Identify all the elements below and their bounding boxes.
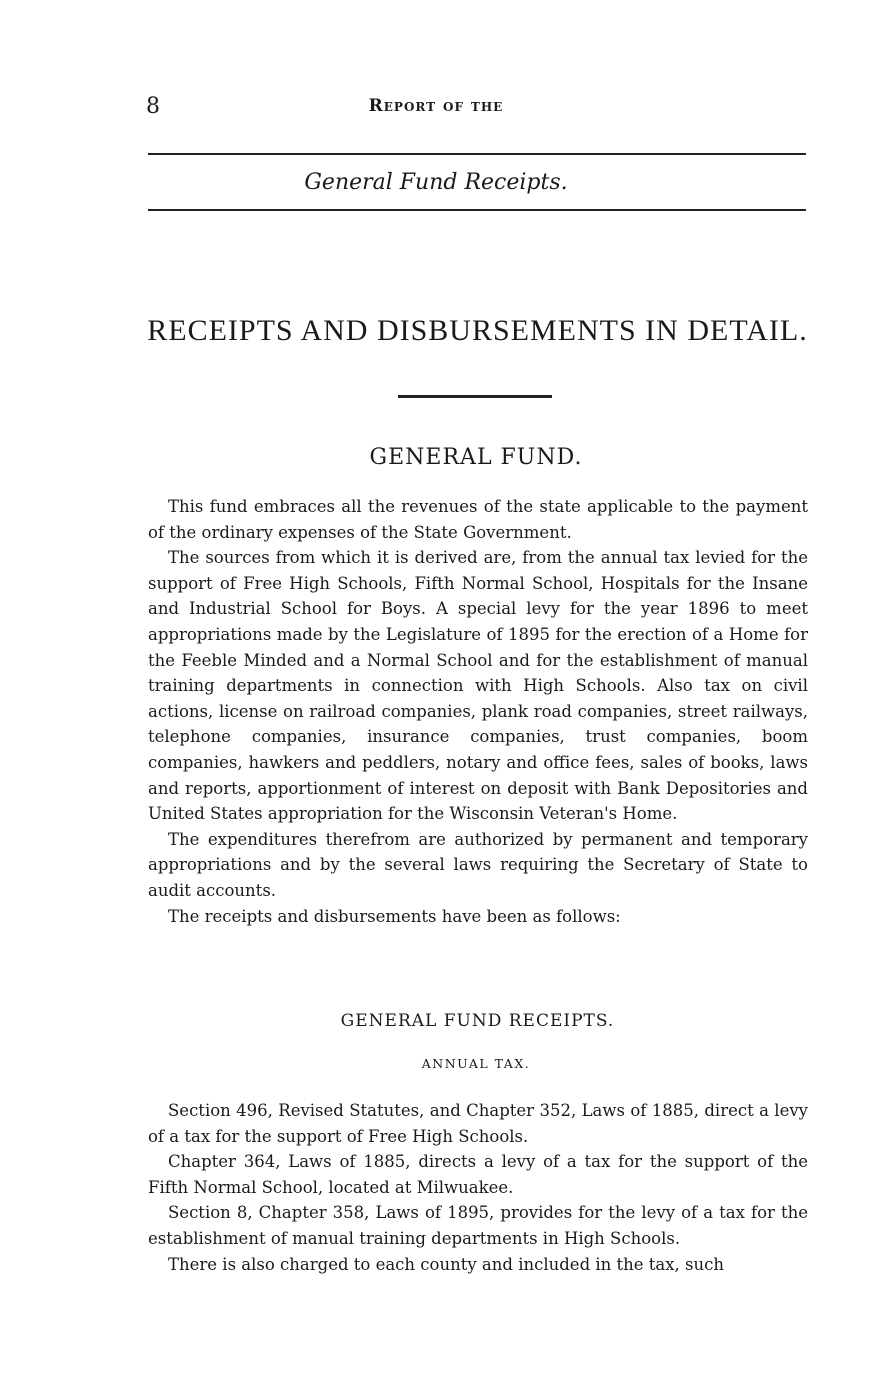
section-head: General Fund Receipts. (304, 170, 568, 195)
law-text (148, 1098, 808, 1277)
paragraph: The expenditures therefrom are authorized by permanent and temporary appropriations and by the several laws requiring the Secretary of State to audit accounts. (148, 829, 808, 900)
paragraph: The receipts and disbursements have been as follows: (168, 906, 621, 926)
annual-tax-subtitle: ANNUAL TAX. (421, 1056, 531, 1071)
header-rule-top (148, 153, 806, 155)
paragraph: Chapter 364, Laws of 1885, directs a levy of a tax for the support of the Fifth Normal School, located at Milwuakee. (148, 1152, 808, 1197)
receipts-title: GENERAL FUND RECEIPTS. (340, 1011, 615, 1031)
paragraph: This fund embraces all the revenues of the state applicable to the payment of the ordinary expenses of the State Government. (148, 497, 808, 542)
title-divider (398, 395, 552, 398)
paragraph: Section 8, Chapter 358, Laws of 1895, provides for the levy of a tax for the establishment of manual training departments in High Schools. (148, 1203, 808, 1248)
page-number: 8 (146, 94, 160, 119)
main-title: RECEIPTS AND DISBURSEMENTS IN DETAIL. (147, 314, 808, 347)
intro-text (148, 494, 808, 929)
paragraph: The sources from which it is derived are, from the annual tax levied for the support of Free High Schools, Fifth Normal School, Hospitals for the Insane and Industrial School for Boys. A special levy for the year 1896 to meet appropriations made by the Legislature of 1895 for the erection of a Home for the Feeble Minded and a Normal School and for the establishment of manual training departments in connection with High Schools. Also tax on civil actions, license on railroad companies, plank road companies, street railways, telephone companies, insurance companies, trust companies, boom companies, hawkers and peddlers, notary and office fees, sales of books, laws and reports, apportionment of interest on deposit with Bank Depositories and United States appropriation for the Wisconsin Veteran's Home. (148, 548, 808, 824)
paragraph: Section 496, Revised Statutes, and Chapter 352, Laws of 1885, direct a levy of a tax for the support of Free High Schools. (148, 1101, 808, 1146)
fund-title: GENERAL FUND. (369, 445, 583, 470)
paragraph: There is also charged to each county and included in the tax, such (168, 1254, 725, 1274)
running-head: Report of the (368, 96, 504, 116)
header-rule-bottom (148, 209, 806, 211)
